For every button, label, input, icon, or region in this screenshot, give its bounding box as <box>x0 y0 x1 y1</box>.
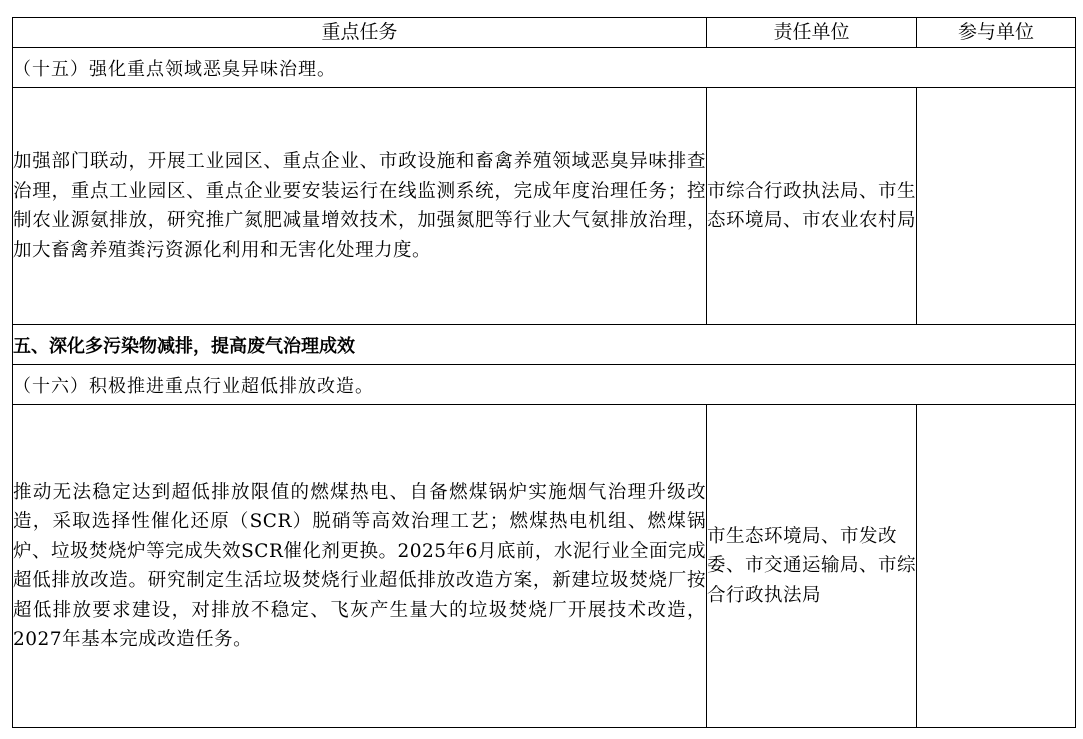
header-participating-unit: 参与单位 <box>917 18 1076 48</box>
section-title: 五、深化多污染物减排，提高废气治理成效 <box>13 325 1076 365</box>
participating-unit <box>917 88 1076 325</box>
task-description: 推动无法稳定达到超低排放限值的燃煤热电、自备燃煤锅炉实施烟气治理升级改造，采取选择性催化还原（SCR）脱硝等高效治理工艺；燃煤热电机组、燃煤锅炉、垃圾焚烧炉等完成失效SCR催化剂更换。2025年6月底前，水泥行业全面完成超低排放改造。研究制定生活垃圾焚烧行业超低排放改造方案，新建垃圾焚烧厂按超低排放要求建设，对排放不稳定、飞灰产生量大的垃圾焚烧厂开展技术改造，2027年基本完成改造任务。 <box>13 405 707 728</box>
section-row <box>13 325 1076 365</box>
task-table <box>12 17 1076 728</box>
subsection-title: （十六）积极推进重点行业超低排放改造。 <box>13 365 1076 405</box>
participating-unit <box>917 405 1076 728</box>
header-responsible-unit: 责任单位 <box>707 18 917 48</box>
responsible-unit: 市生态环境局、市发改委、市交通运输局、市综合行政执法局 <box>707 405 917 728</box>
table-header-row <box>13 18 1076 48</box>
task-description: 加强部门联动，开展工业园区、重点企业、市政设施和畜禽养殖领域恶臭异味排查治理，重点工业园区、重点企业要安装运行在线监测系统，完成年度治理任务；控制农业源氨排放，研究推广氮肥减量增效技术，加强氮肥等行业大气氨排放治理，加大畜禽养殖粪污资源化利用和无害化处理力度。 <box>13 88 707 325</box>
task-row <box>13 405 1076 728</box>
responsible-unit: 市综合行政执法局、市生态环境局、市农业农村局 <box>707 88 917 325</box>
header-key-tasks: 重点任务 <box>13 18 707 48</box>
task-row <box>13 88 1076 325</box>
subsection-row <box>13 48 1076 88</box>
subsection-title: （十五）强化重点领域恶臭异味治理。 <box>13 48 1076 88</box>
subsection-row <box>13 365 1076 405</box>
